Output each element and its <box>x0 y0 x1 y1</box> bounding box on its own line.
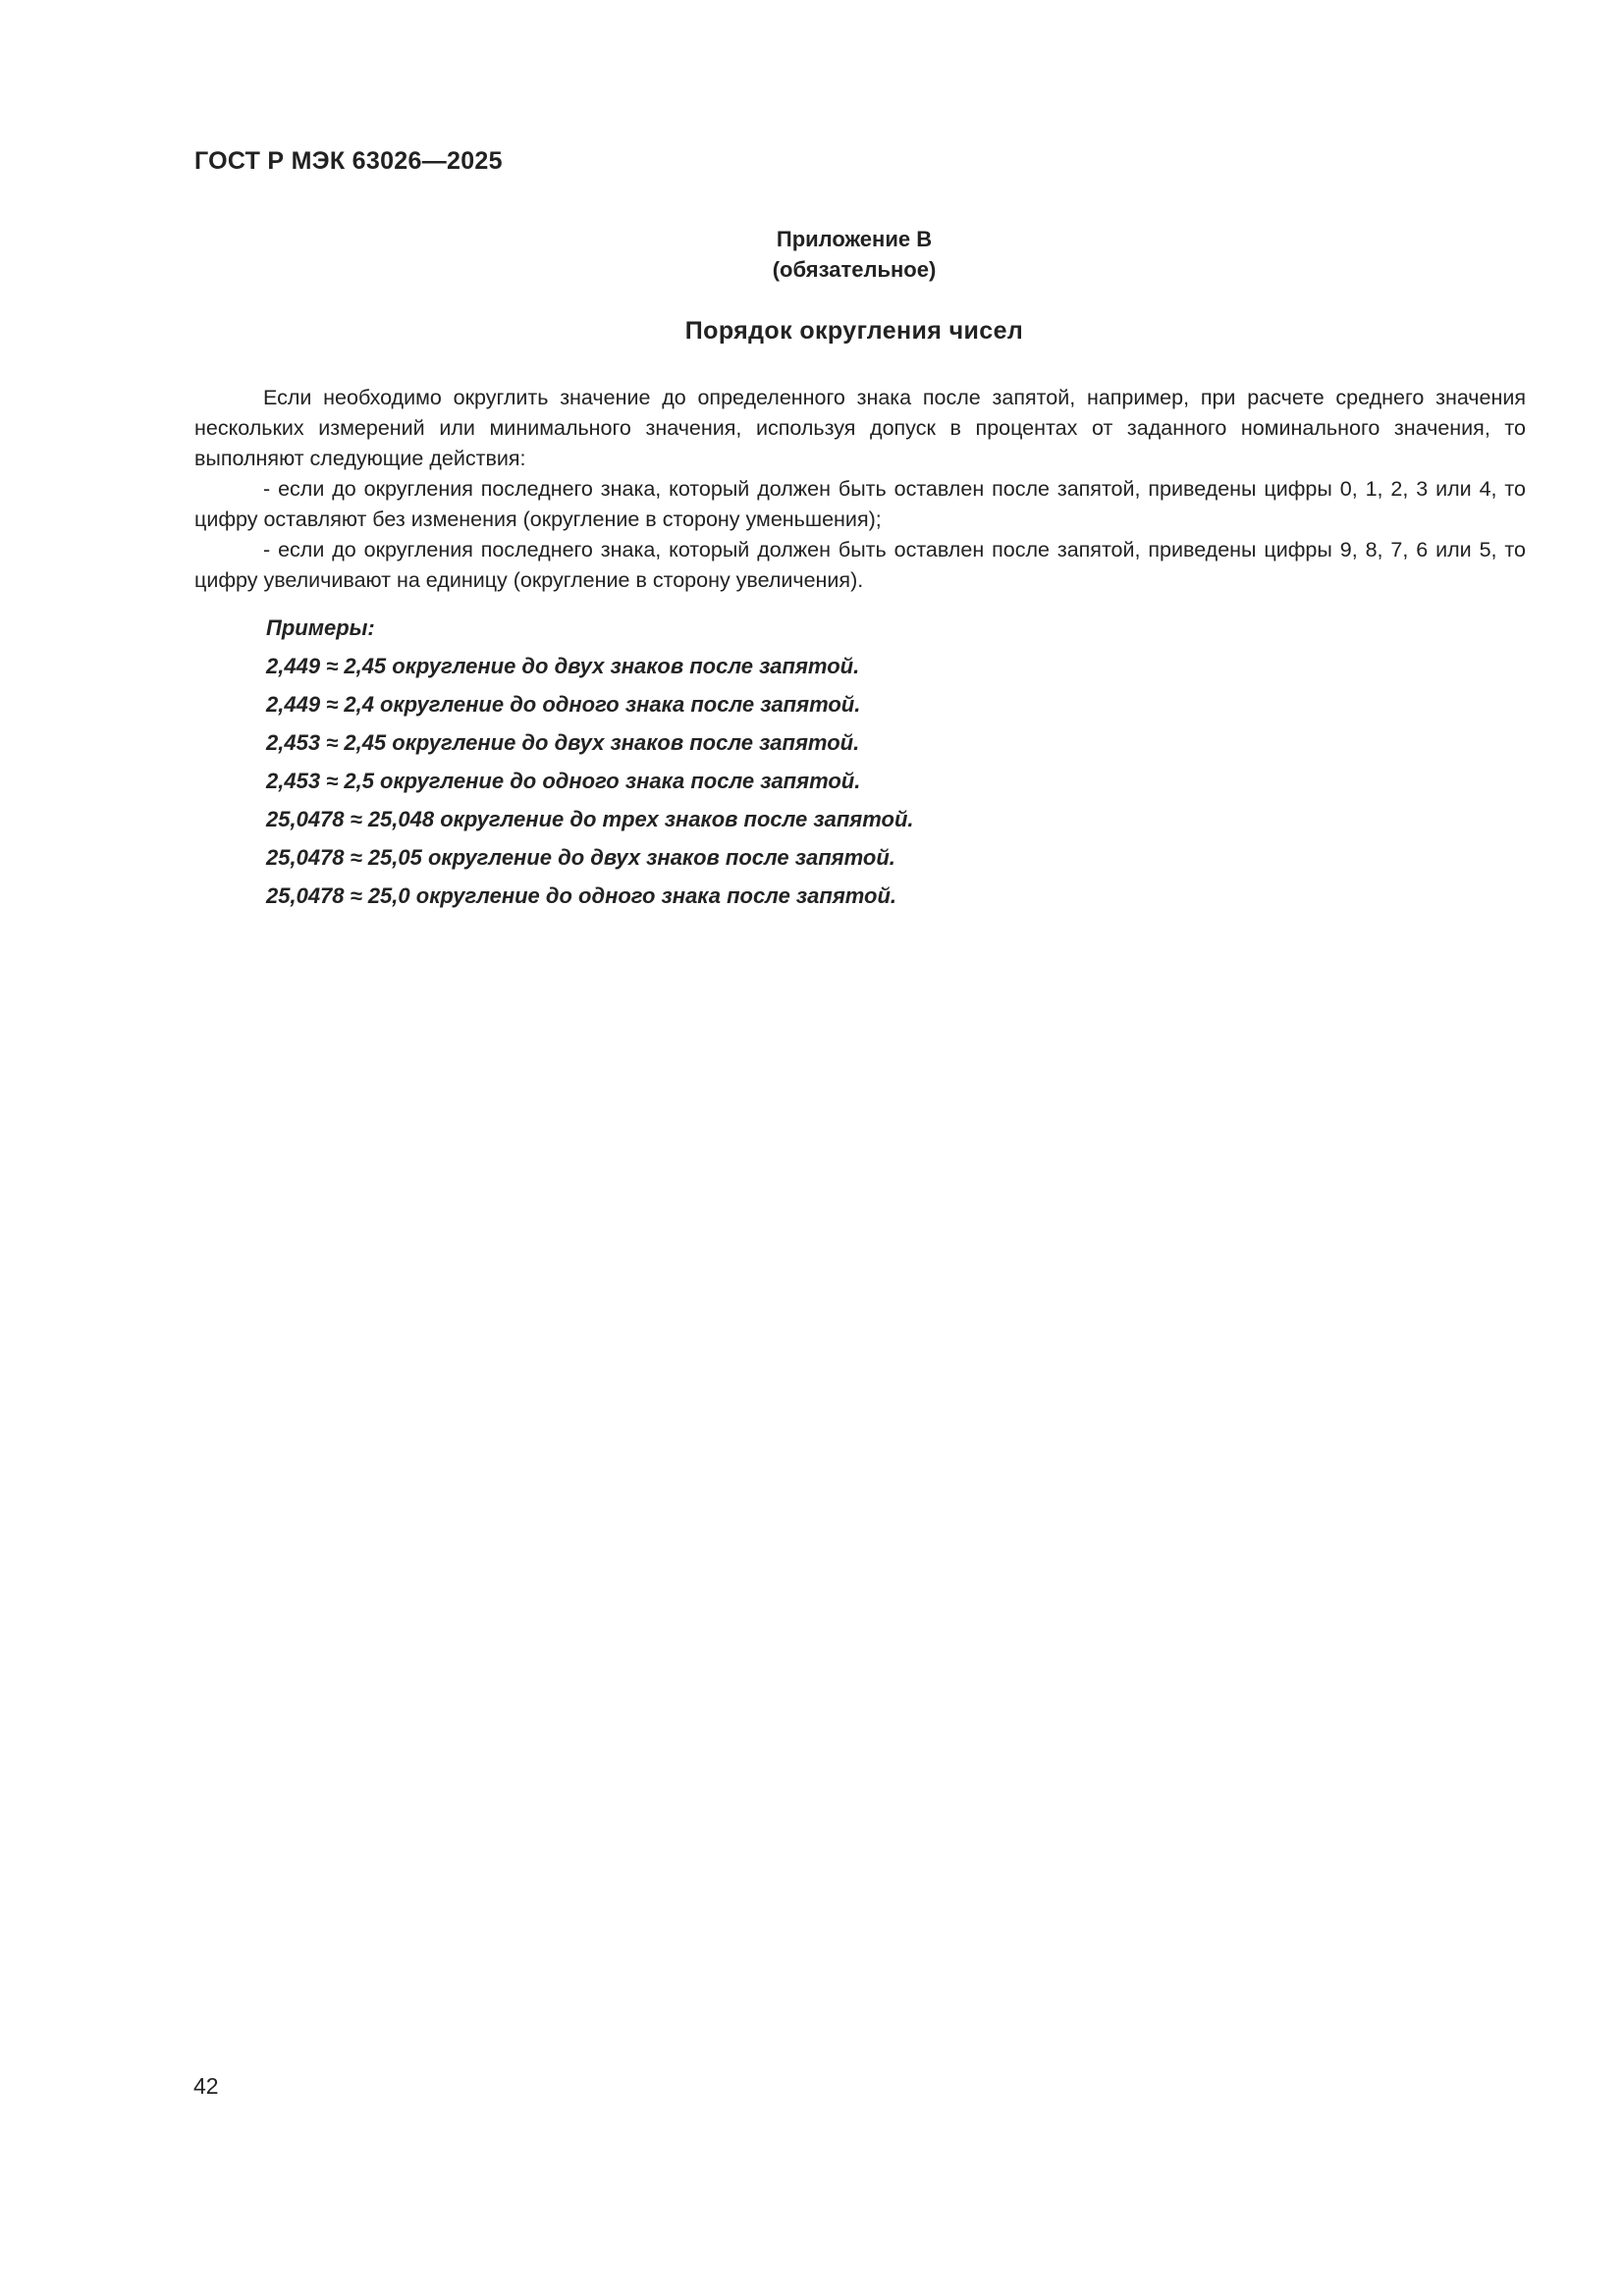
example-item: 2,453 ≈ 2,45 округление до двух знаков после запятой. <box>266 730 860 755</box>
example-item: 25,0478 ≈ 25,048 округление до трех знаков после запятой. <box>266 807 914 831</box>
example-item: 2,453 ≈ 2,5 округление до одного знака после запятой. <box>266 769 861 793</box>
examples-label: Примеры: <box>266 615 375 640</box>
rule-item: - если до округления последнего знака, который должен быть оставлен после запятой, приведены цифры 0, 1, 2, 3 или 4, то цифру оставляют без изменения (округление в сторону уменьшения); <box>194 477 1526 531</box>
rule-item: - если до округления последнего знака, который должен быть оставлен после запятой, приведены цифры 9, 8, 7, 6 или 5, то цифру увеличивают на единицу (округление в сторону увеличения). <box>194 538 1526 592</box>
page-number: 42 <box>193 2073 219 2099</box>
intro-paragraph: Если необходимо округлить значение до определенного знака после запятой, например, при расчете среднего значения нескольких измерений или минимального значения, используя допуск в процентах от заданного номинального значения, то выполняют следующие действия: <box>194 386 1526 470</box>
example-item: 25,0478 ≈ 25,0 округление до одного знака после запятой. <box>266 883 897 908</box>
section-title: Порядок округления чисел <box>684 317 1024 345</box>
example-item: 2,449 ≈ 2,45 округление до двух знаков после запятой. <box>266 654 860 678</box>
examples-block <box>266 609 914 915</box>
body-text <box>194 383 1526 596</box>
example-item: 2,449 ≈ 2,4 округление до одного знака после запятой. <box>266 692 861 717</box>
example-item: 25,0478 ≈ 25,05 округление до двух знаков после запятой. <box>266 845 895 870</box>
annex-status: (обязательное) <box>772 257 937 282</box>
annex-title: Приложение В <box>776 227 933 251</box>
annex-heading <box>589 224 1119 285</box>
document-code-header: ГОСТ Р МЭК 63026—2025 <box>194 147 503 175</box>
